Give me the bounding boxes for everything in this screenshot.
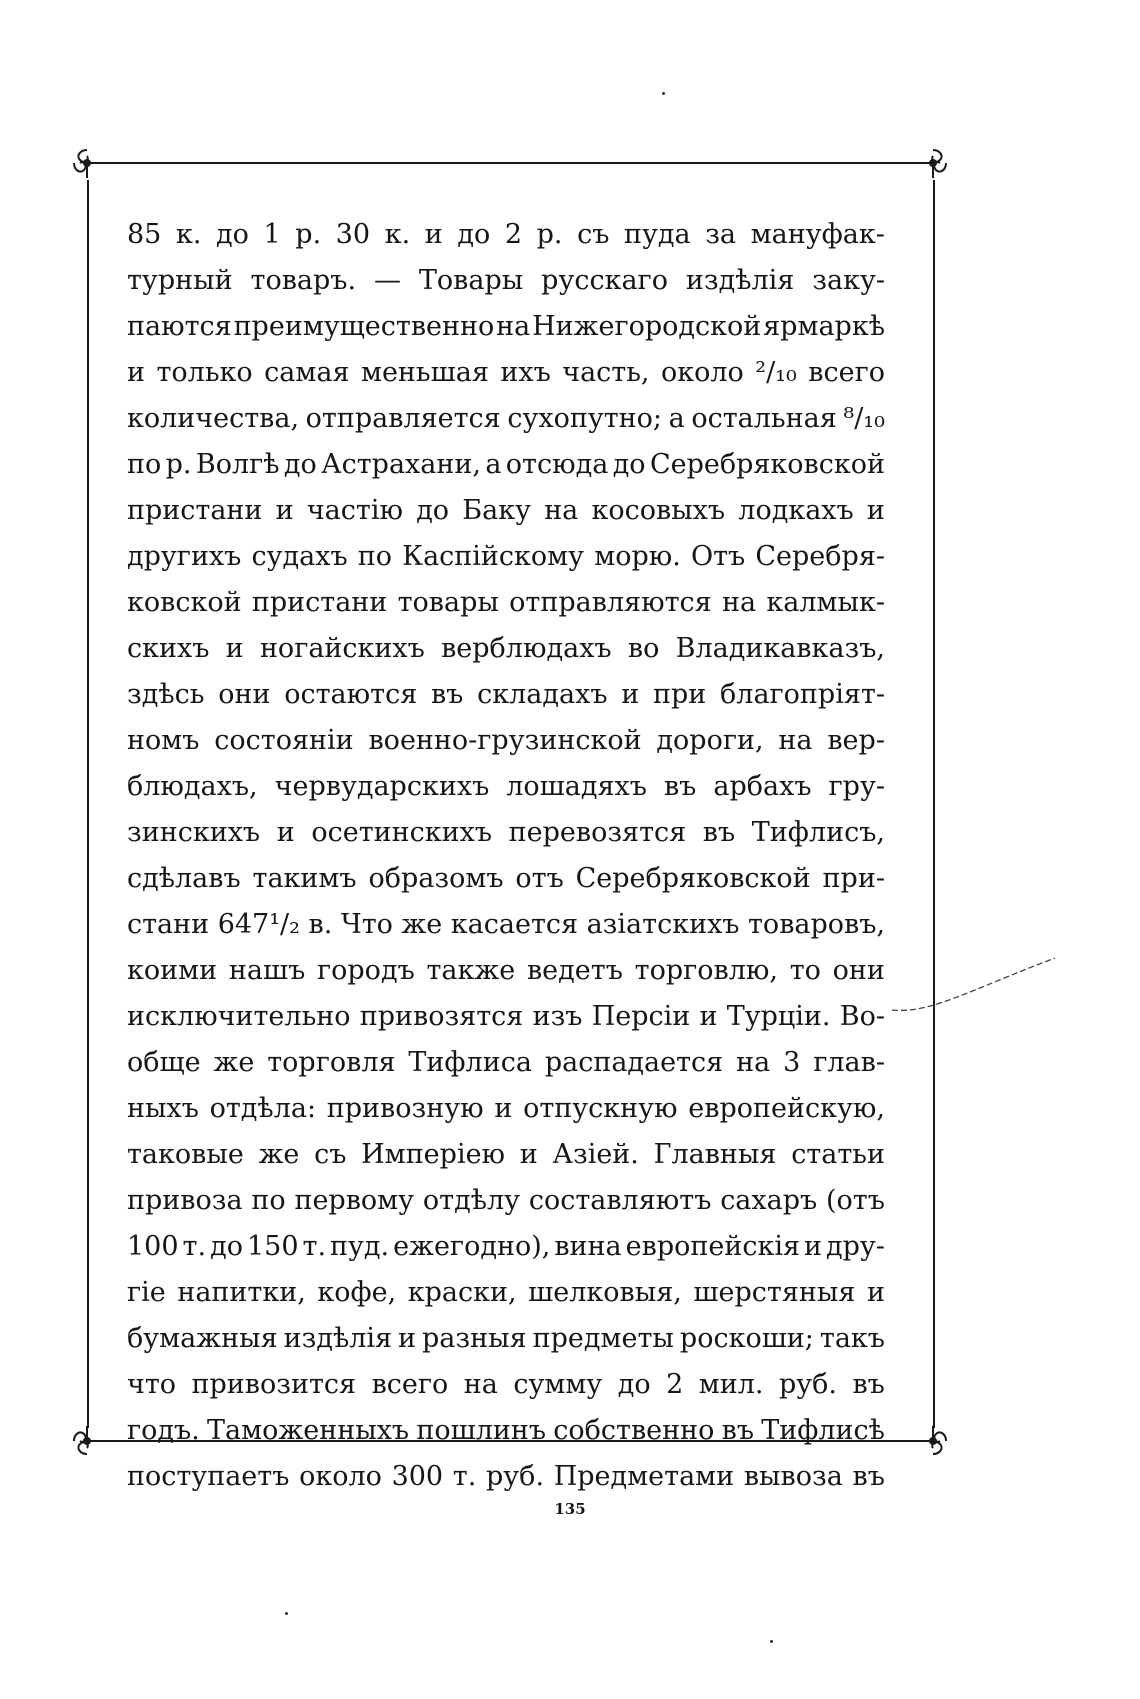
word: и [804, 1231, 822, 1262]
word: ногайскихъ [259, 633, 425, 664]
word: сухопутно; [507, 403, 662, 434]
word: верблюдахъ [441, 633, 612, 664]
word: сахаръ [720, 1185, 818, 1216]
word: въ [852, 1461, 885, 1492]
word: Главныя [653, 1139, 777, 1170]
text-line [127, 1316, 885, 1362]
word: 30 [335, 219, 371, 250]
word: образомъ [368, 863, 504, 894]
body-text [127, 212, 885, 1500]
word: азіатскихъ [586, 909, 740, 940]
word: состояніи [214, 725, 354, 756]
word: дру- [826, 1231, 885, 1262]
frame-right-line [933, 180, 935, 1428]
word: дороги, [656, 725, 764, 756]
text-line [127, 1132, 885, 1178]
word: на [736, 1047, 771, 1078]
word: отправляется [305, 403, 501, 434]
word: статьи [791, 1139, 885, 1170]
word: ковской [127, 587, 242, 618]
word: привозную [326, 1093, 484, 1124]
word: исключительно [127, 1001, 351, 1032]
word: ихъ [500, 357, 551, 388]
word: в. [308, 909, 333, 940]
word: Владикавказъ, [675, 633, 885, 664]
word: отдѣла: [209, 1093, 317, 1124]
word: паются [127, 311, 232, 342]
word: 150 [246, 1231, 299, 1262]
word: Турціи. [726, 1001, 831, 1032]
text-line [127, 442, 885, 488]
word: Предметами [553, 1461, 735, 1492]
word: калмык- [766, 587, 885, 618]
word: то [789, 955, 821, 986]
word: Нижегородской [532, 311, 762, 342]
text-line [127, 902, 885, 948]
word: 3 [783, 1047, 801, 1078]
word: до [416, 495, 450, 526]
paper-speck [285, 1612, 288, 1615]
word: Имперіею [361, 1139, 506, 1170]
word: на [721, 587, 757, 618]
word: Каспійскому [402, 541, 585, 572]
word: количества, [127, 403, 300, 434]
word: ныхъ [127, 1093, 199, 1124]
word: червударскихъ [274, 771, 490, 802]
word: Тифлисъ, [751, 817, 885, 848]
word: обще [127, 1047, 201, 1078]
word: и [494, 1093, 513, 1124]
word: нашъ [228, 955, 306, 986]
word: другихъ [127, 541, 242, 572]
word: европейскія [625, 1231, 800, 1262]
word: до [612, 449, 646, 480]
word: 2 [504, 219, 523, 250]
word: Отъ [690, 541, 746, 572]
word: косовыхъ [591, 495, 726, 526]
word: товаръ. [250, 265, 357, 296]
text-line [127, 212, 885, 258]
word: гіе [127, 1277, 166, 1308]
word: товары [397, 587, 499, 618]
word: такимъ [252, 863, 357, 894]
word: лодкахъ [738, 495, 854, 526]
text-line [127, 1362, 885, 1408]
word: только [156, 357, 253, 388]
word: всего [371, 1369, 449, 1400]
word: изъ [532, 1001, 583, 1032]
word: и [275, 495, 294, 526]
word: до [216, 219, 249, 250]
word: издѣлія [283, 1323, 393, 1354]
word: Азіей. [552, 1139, 639, 1170]
word: складахъ [477, 679, 608, 710]
word: р. [536, 219, 563, 250]
text-line [127, 396, 885, 442]
word: сдѣлавъ [127, 863, 241, 894]
text-line [127, 1040, 885, 1086]
text-line [127, 1408, 885, 1454]
word: европейскую, [688, 1093, 885, 1124]
word: товаровъ, [748, 909, 885, 940]
word: и [519, 1139, 538, 1170]
word: перевозятся [508, 817, 687, 848]
word: до [617, 1369, 651, 1400]
word: частію [306, 495, 403, 526]
word: въ [430, 679, 464, 710]
word: лошадяхъ [506, 771, 647, 802]
word: на [463, 1369, 498, 1400]
word: и [866, 1277, 885, 1308]
corner-ornament-icon [916, 146, 950, 180]
word: и [225, 633, 244, 664]
word: на [778, 725, 813, 756]
word: пошлинъ [416, 1415, 547, 1446]
word: отсюда [505, 449, 609, 480]
word: русскаго [541, 265, 668, 296]
word: судахъ [251, 541, 348, 572]
word: шерстяныя [693, 1277, 856, 1308]
word: привоза [127, 1185, 243, 1216]
word: и [424, 219, 443, 250]
word: поступаетъ [127, 1461, 290, 1492]
word: скихъ [127, 633, 210, 664]
word: Волгѣ [195, 449, 280, 480]
word: на [496, 311, 531, 342]
word: и [276, 817, 295, 848]
word: часть, [562, 357, 650, 388]
word: Тифлисѣ [761, 1415, 885, 1446]
text-line [127, 580, 885, 626]
text-line [127, 810, 885, 856]
word: распадается [544, 1047, 724, 1078]
word: же [213, 1047, 255, 1078]
word: вер- [827, 725, 885, 756]
word: таковые [127, 1139, 244, 1170]
word: же [258, 1139, 300, 1170]
word: въ [852, 1369, 885, 1400]
word: составляютъ [528, 1185, 712, 1216]
word: арбахъ [713, 771, 812, 802]
word: — [373, 265, 401, 296]
word: въ [663, 771, 697, 802]
word: самая [264, 357, 350, 388]
text-line [127, 534, 885, 580]
word: р. [165, 449, 192, 480]
text-line [127, 304, 885, 350]
word: пуд. [330, 1231, 390, 1262]
word: до [210, 1231, 243, 1262]
word: кофе, [317, 1277, 397, 1308]
text-line [127, 350, 885, 396]
word: предметы [532, 1323, 674, 1354]
word: торговля [267, 1047, 396, 1078]
word: ²/₁₀ [755, 357, 797, 388]
word: съ [577, 219, 610, 250]
text-line [127, 1086, 885, 1132]
word: заку- [812, 265, 885, 296]
word: касается [450, 909, 579, 940]
word: номъ [127, 725, 200, 756]
word: глав- [813, 1047, 885, 1078]
word: привозятся [359, 1001, 524, 1032]
word: осетинскихъ [311, 817, 493, 848]
word: въ [721, 1415, 755, 1446]
word: зинскихъ [127, 817, 261, 848]
text-line [127, 1454, 885, 1500]
word: краски, [407, 1277, 517, 1308]
word: издѣлія [685, 265, 795, 296]
word: а [668, 403, 685, 434]
word: они [832, 955, 885, 986]
text-line [127, 626, 885, 672]
word: 85 [127, 219, 162, 250]
word: 100 [127, 1231, 179, 1262]
word: военно-грузинской [368, 725, 642, 756]
word: вывоза [743, 1461, 843, 1492]
text-line [127, 994, 885, 1040]
word: годъ. [127, 1415, 200, 1446]
word: 647¹/₂ [217, 909, 300, 940]
corner-ornament-icon [70, 146, 104, 180]
word: и [699, 1001, 718, 1032]
word: также [426, 955, 516, 986]
word: ⁸/₁₀ [843, 403, 885, 434]
text-line [127, 856, 885, 902]
text-line [127, 1270, 885, 1316]
word: Персіи [591, 1001, 691, 1032]
frame-left-line [87, 180, 89, 1428]
word: что [127, 1369, 177, 1400]
text-line [127, 1224, 885, 1270]
word: отъ [515, 863, 564, 894]
word: собственно [553, 1415, 715, 1446]
text-line [127, 764, 885, 810]
word: первому [294, 1185, 415, 1216]
word: ведетъ [526, 955, 623, 986]
word: т. [302, 1231, 327, 1262]
word: и [127, 357, 145, 388]
word: за [705, 219, 737, 250]
text-line [127, 258, 885, 304]
paper-speck [770, 1640, 773, 1643]
word: по [357, 541, 393, 572]
word: роскоши; [679, 1323, 814, 1354]
word: до [283, 449, 317, 480]
word: а [485, 449, 502, 480]
word: при- [822, 863, 885, 894]
word: въ [702, 817, 736, 848]
word: 1 [263, 219, 281, 250]
word: т. [182, 1231, 207, 1262]
word: к. [384, 219, 411, 250]
word: отдѣлу [422, 1185, 521, 1216]
word: и [621, 679, 640, 710]
text-line [127, 488, 885, 534]
word: Во- [839, 1001, 885, 1032]
word: к. [175, 219, 202, 250]
corner-ornament-icon [70, 1424, 104, 1458]
word: съ [314, 1139, 347, 1170]
word: до [457, 219, 491, 250]
corner-ornament-icon [916, 1424, 950, 1458]
word: Тифлиса [408, 1047, 532, 1078]
word: разныя [422, 1323, 527, 1354]
word: Баку [462, 495, 531, 526]
word: торговлю, [634, 955, 778, 986]
word: морю. [594, 541, 681, 572]
word: р. [295, 219, 322, 250]
word: напитки, [177, 1277, 306, 1308]
word: вина [554, 1231, 622, 1262]
word: Что [340, 909, 393, 940]
word: мил. [698, 1369, 764, 1400]
word: пуда [624, 219, 691, 250]
word: такъ [819, 1323, 885, 1354]
paper-speck [662, 92, 665, 95]
word: около [299, 1461, 382, 1492]
word: остаются [284, 679, 418, 710]
word: стани [127, 909, 210, 940]
word: привозится [191, 1369, 357, 1400]
word: бумажныя [127, 1323, 278, 1354]
word: пристани [127, 495, 263, 526]
word: городъ [317, 955, 415, 986]
word: Серебряковской [575, 863, 811, 894]
word: по [251, 1185, 286, 1216]
word: по [127, 449, 162, 480]
word: и [398, 1323, 417, 1354]
word: отпускную [523, 1093, 678, 1124]
word: т. [452, 1461, 477, 1492]
word: около [660, 357, 744, 388]
frame-top-line [100, 162, 920, 164]
word: при [653, 679, 707, 710]
word: ежегодно), [393, 1231, 551, 1262]
word: на [544, 495, 579, 526]
margin-pencil-mark [890, 950, 1060, 1030]
word: здѣсь [127, 679, 205, 710]
word: меньшая [360, 357, 489, 388]
word: благопріят- [720, 679, 885, 710]
word: турный [127, 265, 233, 296]
word: мануфак- [750, 219, 885, 250]
word: Серебряковской [649, 449, 885, 480]
word: (отъ [826, 1185, 885, 1216]
word: гру- [828, 771, 885, 802]
text-line [127, 948, 885, 994]
text-line [127, 1178, 885, 1224]
word: всего [808, 357, 885, 388]
word: и [866, 495, 885, 526]
word: Таможенныхъ [207, 1415, 410, 1446]
word: преимущественно [233, 311, 495, 342]
word: 2 [666, 1369, 684, 1400]
word: же [401, 909, 443, 940]
word: Астрахани, [321, 449, 481, 480]
text-line [127, 672, 885, 718]
word: остальная [691, 403, 837, 434]
text-line [127, 718, 885, 764]
word: во [627, 633, 660, 664]
word: Серебря- [755, 541, 885, 572]
word: сумму [513, 1369, 603, 1400]
word: блюдахъ, [127, 771, 258, 802]
word: руб. [486, 1461, 545, 1492]
word: они [218, 679, 271, 710]
word: пристани [251, 587, 388, 618]
page-number: 135 [554, 1500, 586, 1518]
word: руб. [778, 1369, 837, 1400]
word: 300 [391, 1461, 444, 1492]
word: Товары [418, 265, 524, 296]
word: отправляются [509, 587, 712, 618]
word: шелковыя, [528, 1277, 682, 1308]
word: коими [127, 955, 218, 986]
word: ярмаркѣ [763, 311, 885, 342]
